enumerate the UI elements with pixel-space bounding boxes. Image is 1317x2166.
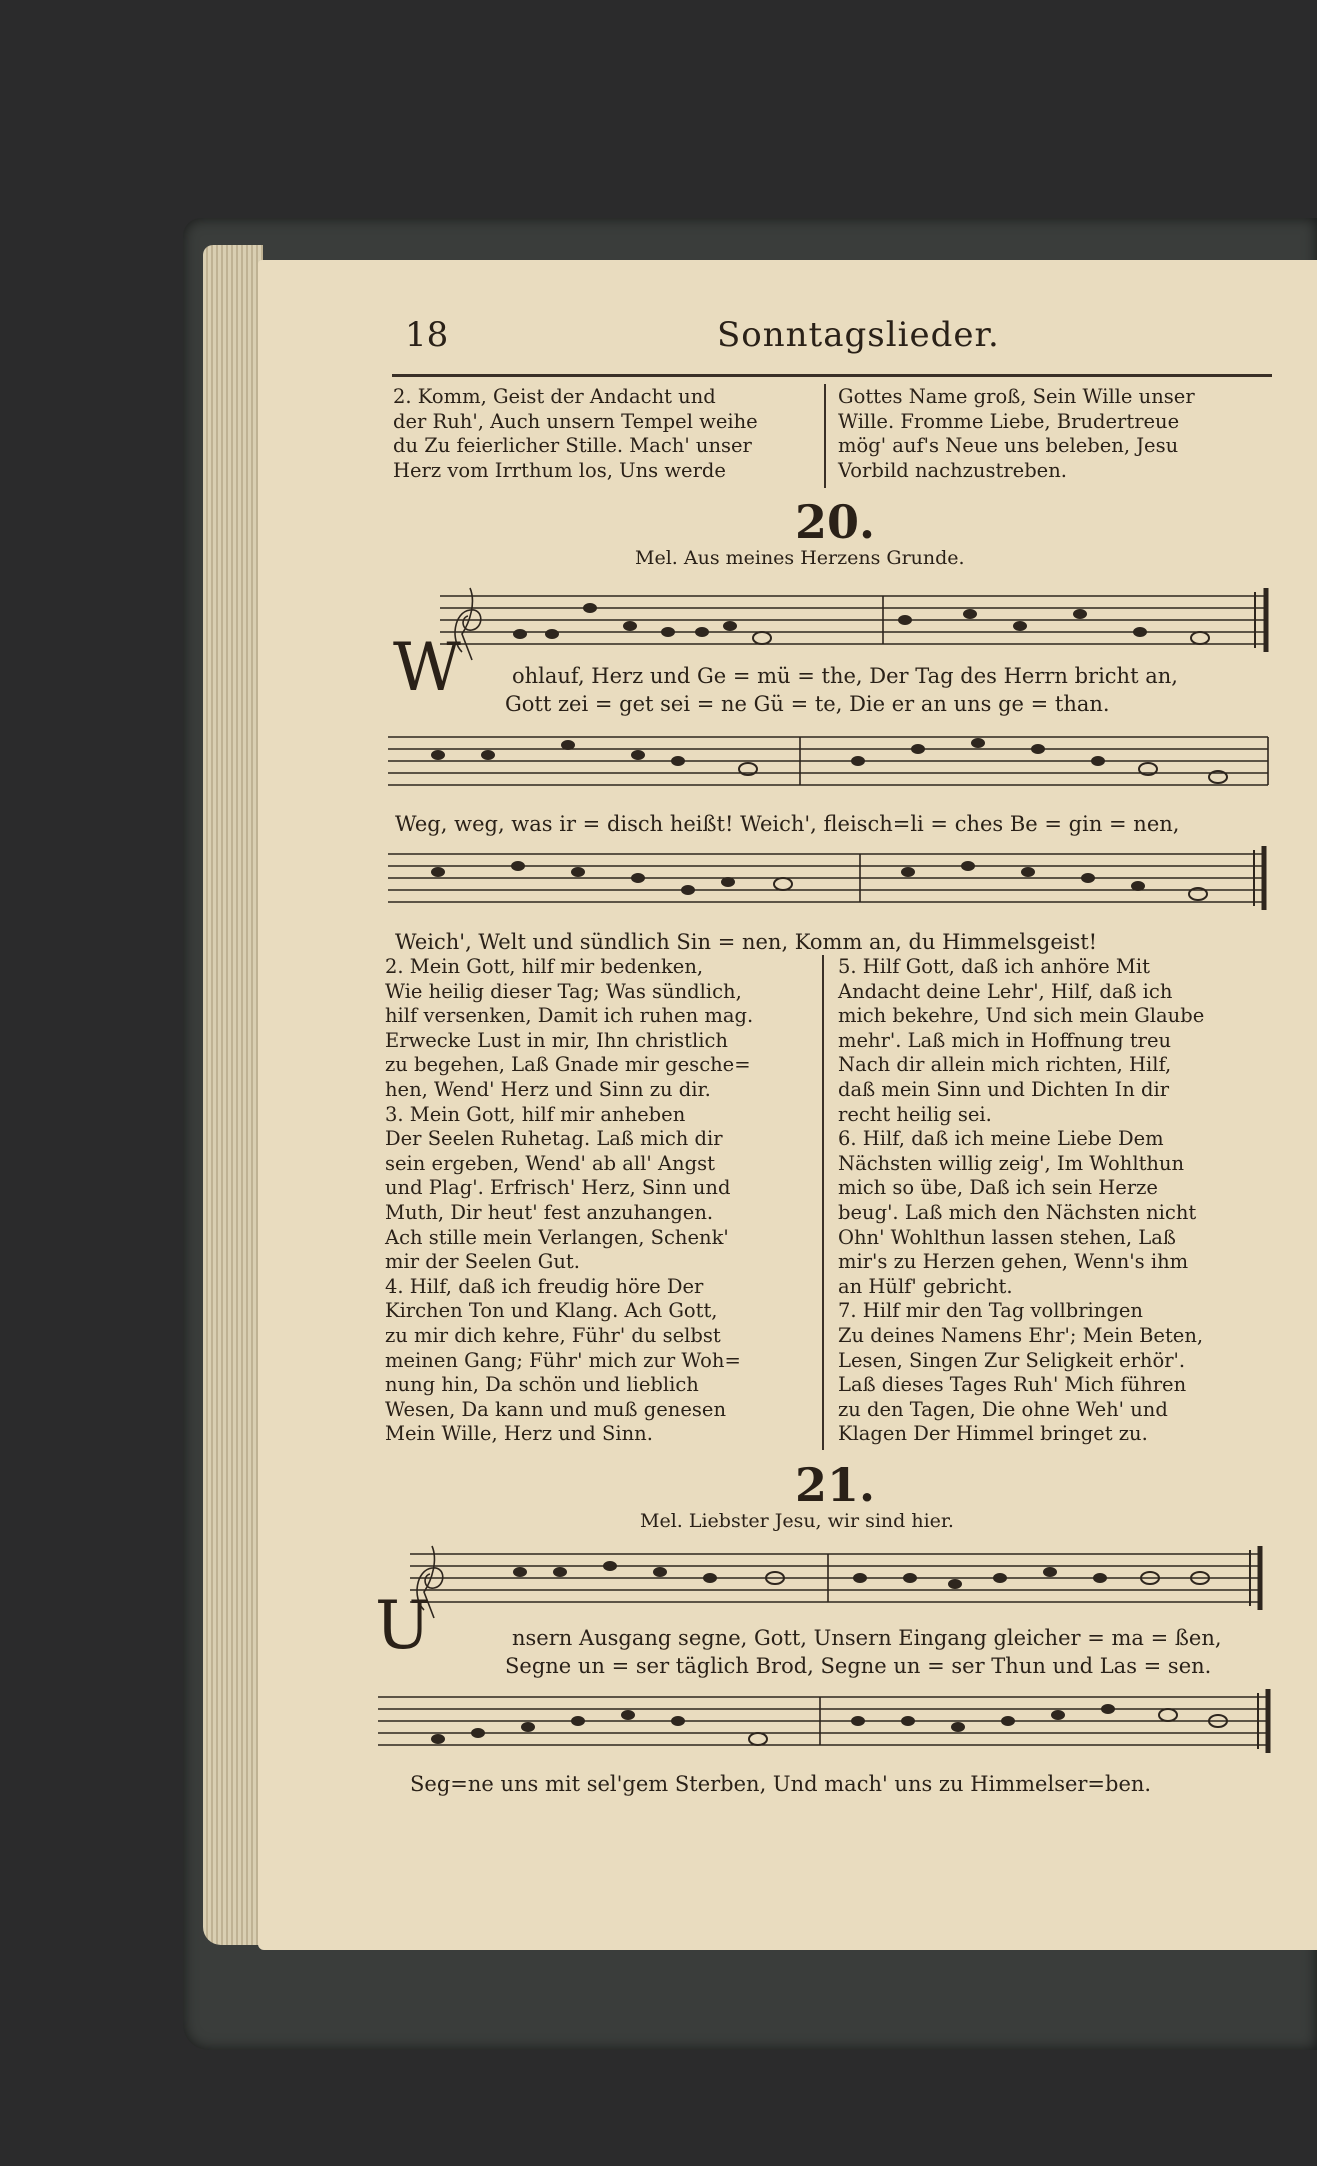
text-line: Der Seelen Ruhetag. Laß mich dir bbox=[385, 1127, 723, 1151]
text-line: Muth, Dir heut' fest anzuhangen. bbox=[385, 1200, 714, 1224]
text-line: meinen Gang; Führ' mich zur Woh= bbox=[385, 1348, 741, 1372]
music-staff bbox=[388, 725, 1273, 805]
text-line: recht heilig sei. bbox=[838, 1102, 992, 1126]
text-line: 5. Hilf Gott, daß ich anhöre Mit bbox=[838, 955, 1150, 978]
text-line: du Zu feierlicher Stille. Mach' unser bbox=[393, 434, 752, 458]
music-staff bbox=[388, 842, 1273, 924]
hymn20-verses-right bbox=[838, 955, 1273, 1447]
text-line: mir der Seelen Gut. bbox=[385, 1250, 580, 1274]
text-line: hilf versenken, Damit ich ruhen mag. bbox=[385, 1004, 754, 1028]
text-line: nung hin, Da schön und lieblich bbox=[385, 1373, 699, 1397]
text-line: Nächsten willig zeig', Im Wohlthun bbox=[838, 1151, 1185, 1175]
text-line: Erwecke Lust in mir, Ihn christlich bbox=[385, 1028, 728, 1052]
text-line: Lesen, Singen Zur Seligkeit erhör'. bbox=[838, 1348, 1186, 1372]
lyric-line: Weg, weg, was ir = disch heißt! Weich', fleisch=li = ches Be = gin = nen, bbox=[395, 812, 1180, 836]
text-line: an Hülf' gebricht. bbox=[838, 1274, 1013, 1298]
page-edges bbox=[203, 245, 263, 1945]
text-line: 2. Mein Gott, hilf mir bedenken, bbox=[385, 955, 704, 978]
text-line: zu den Tagen, Die ohne Weh' und bbox=[838, 1397, 1168, 1421]
top-verse-right bbox=[838, 385, 1273, 483]
text-line: Mein Wille, Herz und Sinn. bbox=[385, 1422, 653, 1446]
text-line: 6. Hilf, daß ich meine Liebe Dem bbox=[838, 1127, 1164, 1151]
text-line: Wille. Fromme Liebe, Brudertreue bbox=[838, 409, 1180, 433]
drop-initial: W bbox=[393, 629, 461, 706]
lyric-line: Weich', Welt und sündlich Sin = nen, Komm an, du Himmelsgeist! bbox=[395, 930, 1098, 954]
text-line: mich bekehre, Und sich mein Glaube bbox=[838, 1004, 1205, 1028]
music-staff bbox=[410, 1540, 1270, 1620]
text-line: mög' auf's Neue uns beleben, Jesu bbox=[838, 434, 1179, 458]
text-line: 2. Komm, Geist der Andacht und bbox=[393, 385, 716, 408]
melody-line: Mel. Liebster Jesu, wir sind hier. bbox=[640, 1510, 954, 1532]
text-line: und Plag'. Erfrisch' Herz, Sinn und bbox=[385, 1176, 731, 1200]
text-line: Nach dir allein mich richten, Hilf, bbox=[838, 1053, 1172, 1077]
header-rule bbox=[392, 374, 1272, 377]
page-number: 18 bbox=[405, 315, 449, 355]
text-line: Gottes Name groß, Sein Wille unser bbox=[838, 385, 1195, 408]
lyric-line: ohlauf, Herz und Ge = mü = the, Der Tag des Herrn bricht an, bbox=[512, 664, 1178, 688]
hymn-number: 20. bbox=[795, 495, 876, 549]
text-line: Klagen Der Himmel bringet zu. bbox=[838, 1422, 1148, 1446]
text-line: der Ruh', Auch unsern Tempel weihe bbox=[393, 409, 758, 433]
top-verse-left bbox=[393, 385, 818, 483]
text-line: Zu deines Namens Ehr'; Mein Beten, bbox=[838, 1323, 1204, 1347]
text-line: mehr'. Laß mich in Hoffnung treu bbox=[838, 1028, 1172, 1052]
text-line: 3. Mein Gott, hilf mir anheben bbox=[385, 1102, 686, 1126]
running-title: Sonntagslieder. bbox=[717, 315, 1000, 355]
lyric-line: Segne un = ser täglich Brod, Segne un = ser Thun und Las = sen. bbox=[505, 1654, 1212, 1678]
text-line: Laß dieses Tages Ruh' Mich führen bbox=[838, 1373, 1187, 1397]
text-line: Vorbild nachzustreben. bbox=[838, 458, 1067, 482]
text-line: Ach stille mein Verlangen, Schenk' bbox=[385, 1225, 729, 1249]
text-line: Ohn' Wohlthun lassen stehen, Laß bbox=[838, 1225, 1176, 1249]
text-line: zu begehen, Laß Gnade mir gesche= bbox=[385, 1053, 751, 1077]
text-line: zu mir dich kehre, Führ' du selbst bbox=[385, 1323, 721, 1347]
text-line: beug'. Laß mich den Nächsten nicht bbox=[838, 1200, 1197, 1224]
music-staff bbox=[440, 582, 1275, 662]
text-line: Kirchen Ton und Klang. Ach Gott, bbox=[385, 1299, 718, 1323]
text-line: daß mein Sinn und Dichten In dir bbox=[838, 1077, 1170, 1101]
music-staff bbox=[378, 1683, 1278, 1765]
drop-initial: U bbox=[375, 1587, 431, 1664]
text-line: mir's zu Herzen gehen, Wenn's ihm bbox=[838, 1250, 1189, 1274]
text-line: Andacht deine Lehr', Hilf, daß ich bbox=[838, 979, 1173, 1003]
column-divider bbox=[824, 384, 826, 488]
text-line: mich so übe, Daß ich sein Herze bbox=[838, 1176, 1158, 1200]
page-header bbox=[405, 315, 1275, 361]
hymn20-verses-left bbox=[385, 955, 815, 1447]
melody-line: Mel. Aus meines Herzens Grunde. bbox=[635, 547, 965, 569]
lyric-line: Seg=ne uns mit sel'gem Sterben, Und mach' uns zu Himmelser=ben. bbox=[410, 1772, 1152, 1796]
text-line: hen, Wend' Herz und Sinn zu dir. bbox=[385, 1077, 711, 1101]
text-line: Wesen, Da kann und muß genesen bbox=[385, 1397, 727, 1421]
lyric-line: nsern Ausgang segne, Gott, Unsern Eingang gleicher = ma = ßen, bbox=[512, 1626, 1222, 1650]
text-line: Wie heilig dieser Tag; Was sündlich, bbox=[385, 979, 742, 1003]
text-line: sein ergeben, Wend' ab all' Angst bbox=[385, 1151, 715, 1175]
column-divider bbox=[822, 955, 824, 1450]
text-line: 7. Hilf mir den Tag vollbringen bbox=[838, 1299, 1143, 1323]
text-line: 4. Hilf, daß ich freudig höre Der bbox=[385, 1274, 704, 1298]
lyric-line: Gott zei = get sei = ne Gü = te, Die er an uns ge = than. bbox=[505, 692, 1110, 716]
text-line: Herz vom Irrthum los, Uns werde bbox=[393, 458, 726, 482]
hymn-number: 21. bbox=[795, 1458, 876, 1512]
